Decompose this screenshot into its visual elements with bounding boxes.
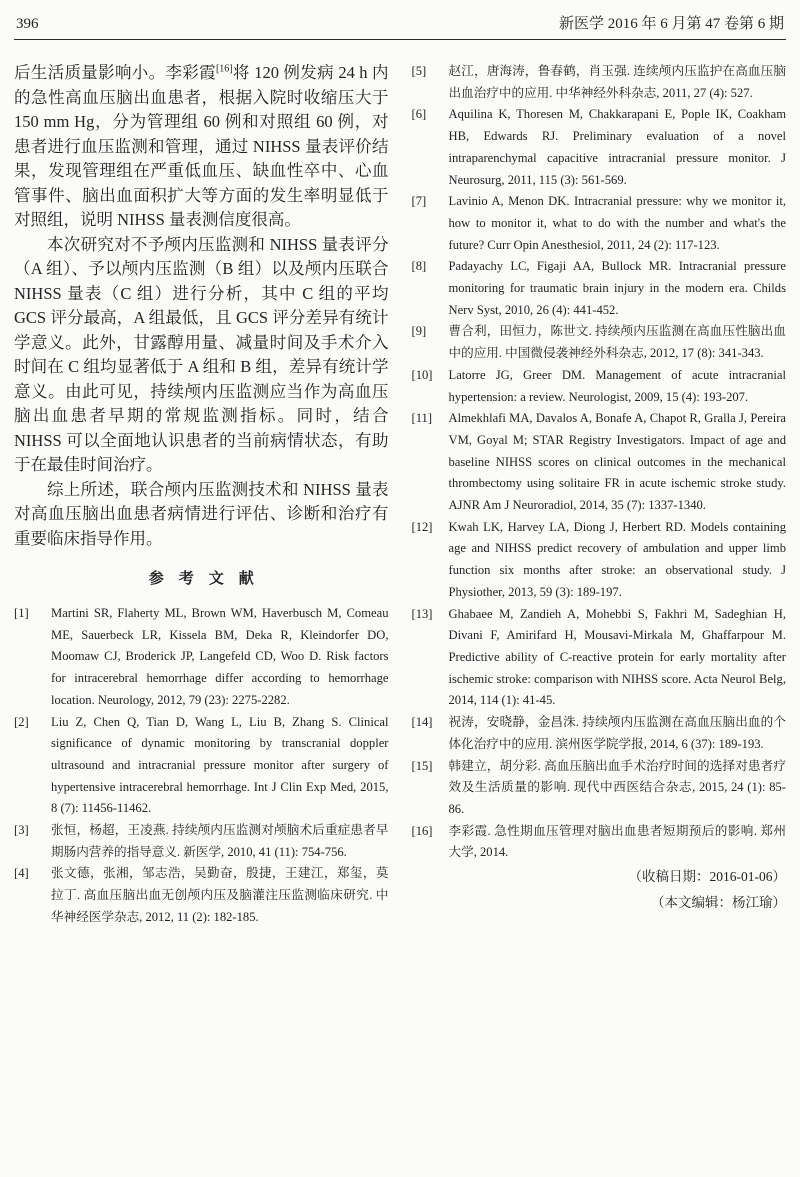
reference-item: [412, 61, 787, 104]
reference-number: [2]: [14, 714, 29, 729]
reference-number: [8]: [411, 259, 427, 274]
reference-item: [412, 756, 787, 821]
reference-text: Kwah LK, Harvey LA, Diong J, Herbert RD. Models containing age and NIHSS predict recovery of ambulation and upper limb function six months after stroke: an observational study. J Physiother, 2013, 59 (3): 189-197.: [448, 519, 786, 599]
reference-text: 张恒，杨超，王凌燕. 持续颅内压监测对颅脑术后重症患者早期肠内营养的指导意义. 新医学, 2010, 41 (11): 754-756.: [51, 823, 389, 859]
reference-number: [14]: [411, 715, 433, 730]
paragraph-1-text-continued: 将 120 例发病 24 h 内的急性高血压脑出血患者，根据入院时收缩压大于 150 mm Hg，分为管理组 60 例和对照组 60 例，对患者进行血压监测和管理，通过 NIHSS 量表评价结果，发现管理组在严重低血压、缺血性卒中、心血管事件、脑出血面积扩大等方面的发生率明显低于对照组，说明 NIHSS 量表测信度很高。: [14, 63, 389, 229]
reference-number: [15]: [411, 758, 433, 773]
paragraph-3: 综上所述，联合颅内压监测技术和 NIHSS 量表对高血压脑出血患者病情进行评估、诊断和治疗有重要临床指导作用。: [14, 479, 389, 548]
reference-number: [11]: [411, 411, 433, 426]
reference-number: [10]: [411, 367, 433, 382]
reference-item: [14, 712, 389, 821]
reference-number: [12]: [411, 519, 433, 534]
reference-number: [16]: [411, 823, 433, 838]
reference-text: 李彩霞. 急性期血压管理对脑出血患者短期预后的影响. 郑州大学, 2014.: [448, 823, 786, 860]
reference-text: 张文德，张湘，邹志浩，吴勤奋，殷捷，王建江，郑玺，莫拉丁. 高血压脑出血无创颅内压及脑灌注压监测临床研究. 中华神经医学杂志, 2012, 11 (2): 182-185.: [51, 866, 389, 924]
paragraph-1: [14, 61, 389, 233]
reference-item: [412, 408, 787, 517]
reference-number: [5]: [411, 64, 427, 78]
reference-item: [14, 603, 389, 712]
paragraph-1-text: 后生活质量影响小。李彩霞: [14, 63, 216, 82]
editor-note: （本文编辑：杨江瑜）: [651, 894, 786, 910]
header-rule: [14, 39, 786, 40]
reference-text: 赵江，唐海涛，鲁春鹤，肖玉强. 连续颅内压监护在高血压脑出血治疗中的应用. 中华神经外科杂志, 2011, 27 (4): 527.: [448, 64, 786, 100]
reference-text: 曹合利，田恒力，陈世文. 持续颅内压监测在高血压性脑出血中的应用. 中国微侵袭神经外科杂志, 2012, 17 (8): 341-343.: [448, 324, 786, 361]
reference-item: [412, 712, 787, 755]
reference-item: [14, 820, 389, 863]
reference-text: Padayachy LC, Figaji AA, Bullock MR. Intracranial pressure monitoring for traumatic brain injury in the modern era. Childs Nerv Syst, 2010, 26 (4): 441-452.: [448, 259, 786, 317]
reference-number: [4]: [14, 866, 29, 881]
reference-text: Ghabaee M, Zandieh A, Mohebbi S, Fakhri M, Sadeghian H, Divani F, Amirifard H, Mousavi-Mirkala M, Ghaffarpour M. Predictive ability of C-reactive protein for early mortality after ischemic stroke: comparison with NIHSS score. Acta Neurol Belg, 2014, 114 (1): 41-45.: [448, 606, 786, 708]
reference-item: [412, 256, 787, 321]
reference-text: 韩建立，胡分彩. 高血压脑出血手术治疗时间的选择对患者疗效及生活质量的影响. 现代中西医结合杂志, 2015, 24 (1): 85-86.: [448, 758, 786, 816]
reference-number: [7]: [411, 194, 427, 209]
reference-number: [1]: [14, 606, 29, 620]
reference-item: [412, 104, 787, 191]
reference-item: [412, 821, 787, 864]
paragraph-2: 本次研究对不予颅内压监测和 NIHSS 量表评分（A 组）、予以颅内压监测（B 组）以及颅内压联合 NIHSS 量表（C 组）进行分析，其中 C 组的平均 GCS 评分最高，A 组最低，且 GCS 评分差异有统计学意义。此外，甘露醇用量、减量时间及手术介入时间在 C 组均显著低于 A 组和 B 组，差异有统计学意义。由此可见，持续颅内压监测应当作为高血压脑出血患者早期的常规监测指标。同时，结合 NIHSS 可以全面地认识患者的当前病情状态，有助于在最佳时间治疗。: [14, 234, 389, 474]
citation-superscript: [16]: [215, 63, 233, 75]
reference-item: [412, 517, 787, 604]
reference-text: 祝涛，安晓静，金昌洙. 持续颅内压监测在高血压脑出血的个体化治疗中的应用. 滨州医学院学报, 2014, 6 (37): 189-193.: [448, 715, 786, 751]
reference-number: [3]: [14, 823, 29, 838]
reference-text: Lavinio A, Menon DK. Intracranial pressure: why we monitor it, how to monitor it, what to do with the number and what's the future? Curr Opin Anesthesiol, 2011, 24 (2): 117-123.: [448, 194, 786, 252]
reference-number: [9]: [411, 324, 427, 339]
right-column: [412, 61, 787, 929]
page-header: [14, 12, 786, 37]
reference-text: Almekhlafi MA, Davalos A, Bonafe A, Chapot R, Gralla J, Pereira VM, Goyal M; STAR Registry Investigators. Impact of age and baseline NIHSS scores on clinical outcomes in the mechanical thrombectomy using solitaire FR in acute ischemic stroke study. AJNR Am J Neuroradiol, 2014, 35 (7): 1337-1340.: [448, 411, 786, 513]
reference-number: [13]: [411, 606, 433, 621]
two-column-layout: [14, 61, 786, 929]
reference-text: Liu Z, Chen Q, Tian D, Wang L, Liu B, Zhang S. Clinical significance of dynamic monitoring by transcranial doppler ultrasound and intracranial pressure monitor after surgery of hypertensive intracerebral hemorrhage. Int J Clin Exp Med, 2015, 8 (7): 11456-11462.: [51, 714, 389, 816]
reference-item: [412, 191, 787, 256]
received-date: （收稿日期：2016-01-06）: [628, 869, 786, 885]
reference-text: Latorre JG, Greer DM. Management of acute intracranial hypertension: a review. Neurologist, 2009, 15 (4): 193-207.: [448, 367, 786, 404]
reference-item: [412, 604, 787, 713]
reference-text: Aquilina K, Thoresen M, Chakkarapani E, Pople IK, Coakham HB, Edwards RJ. Preliminary evaluation of a novel intraparenchymal capacitive intracranial pressure monitor. J Neurosurg, 2011, 115 (3): 561-569.: [448, 107, 786, 187]
reference-item: [412, 365, 787, 408]
references-heading: 参 考 文 献: [148, 571, 254, 587]
reference-text: Martini SR, Flaherty ML, Brown WM, Haverbusch M, Comeau ME, Sauerbeck LR, Kissela BM, Deka R, Kleindorfer DO, Moomaw CJ, Broderick JP, Langefeld CD, Woo D. Risk factors for intracerebral hemorrhage differ according to hemorrhage location. Neurology, 2012, 79 (23): 2275-2282.: [51, 606, 389, 707]
reference-number: [6]: [411, 107, 427, 122]
reference-item: [14, 863, 389, 928]
reference-item: [412, 321, 787, 364]
left-column: [14, 61, 389, 929]
page-number: 396: [16, 16, 39, 32]
journal-info: 新医学 2016 年 6 月第 47 卷第 6 期: [558, 16, 784, 32]
